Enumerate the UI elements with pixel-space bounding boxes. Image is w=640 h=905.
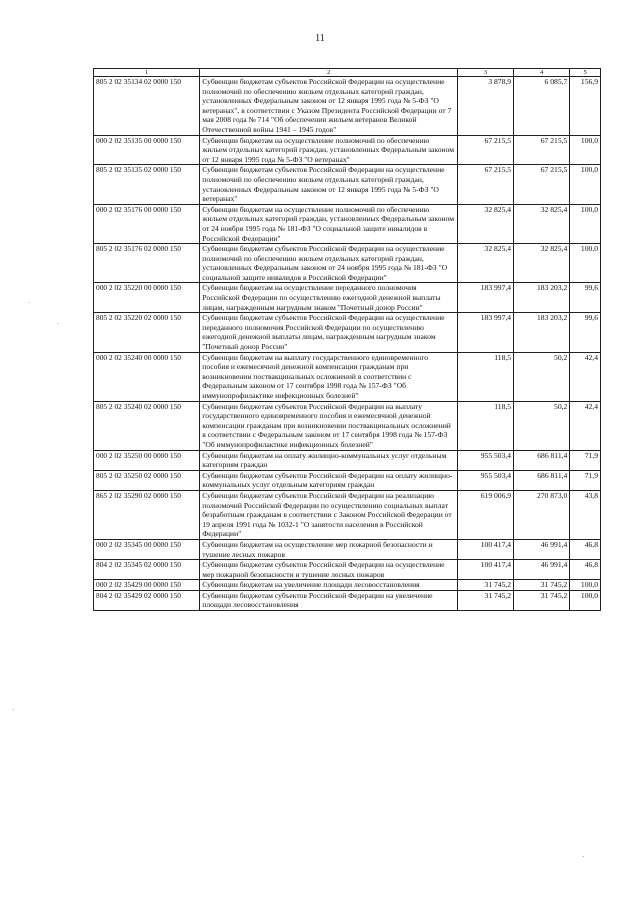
budget-code-cell: 805 2 02 35134 02 0000 150: [94, 77, 200, 136]
executed-amount-cell: 686 811,4: [514, 470, 570, 490]
description-cell: Субвенции бюджетам на осуществление полномочий по обеспечению жильем отдельных категорий граждан, установленных Федеральным законом от 24 ноября 1995 года № 181-ФЗ "О социальной защите инвалидов в Российской Федерации": [200, 204, 458, 243]
table-row: [94, 165, 601, 204]
description-cell: Субвенции бюджетам на оплату жилищно-коммунальных услуг отдельным категориям граждан: [200, 450, 458, 470]
table-row: [94, 450, 601, 470]
execution-percent-cell: 100,0: [570, 580, 601, 591]
budget-table: [93, 68, 601, 611]
planned-amount-cell: 955 503,4: [457, 470, 513, 490]
column-number-3: 3: [457, 69, 513, 77]
description-cell: Субвенции бюджетам субъектов Российской Федерации на выплату государственного единовременного пособия и ежемесячной денежной компенсации гражданам при возникновении поствакцинальных осложнений в соответствии с Федеральным законом от 17 сентября 1998 года № 157-ФЗ "Об иммунопрофилактике инфекционных болезней": [200, 401, 458, 450]
budget-code-cell: 804 2 02 35429 02 0000 150: [94, 590, 200, 610]
table-row: [94, 401, 601, 450]
planned-amount-cell: 32 825,4: [457, 244, 513, 283]
scan-speck: ·: [12, 706, 15, 714]
planned-amount-cell: 118,5: [457, 352, 513, 401]
executed-amount-cell: 32 825,4: [514, 244, 570, 283]
execution-percent-cell: 100,0: [570, 204, 601, 243]
budget-code-cell: 000 2 02 35135 00 0000 150: [94, 135, 200, 165]
table-row: [94, 580, 601, 591]
execution-percent-cell: 43,8: [570, 490, 601, 539]
column-number-4: 4: [514, 69, 570, 77]
execution-percent-cell: 42,4: [570, 401, 601, 450]
planned-amount-cell: 100 417,4: [457, 560, 513, 580]
executed-amount-cell: 270 873,0: [514, 490, 570, 539]
execution-percent-cell: 46,8: [570, 539, 601, 559]
executed-amount-cell: 46 991,4: [514, 539, 570, 559]
budget-code-cell: 000 2 02 35429 00 0000 150: [94, 580, 200, 591]
column-number-2: 2: [200, 69, 458, 77]
description-cell: Субвенции бюджетам на выплату государственного единовременного пособия и ежемесячной денежной компенсации гражданам при возникновении поствакцинальных осложнений в соответствии с Федеральным законом от 17 сентября 1998 года № 157-ФЗ "Об иммунопрофилактике инфекционных болезней": [200, 352, 458, 401]
table-row: [94, 560, 601, 580]
execution-percent-cell: 99,6: [570, 313, 601, 352]
execution-percent-cell: 71,9: [570, 470, 601, 490]
column-number-1: 1: [94, 69, 200, 77]
planned-amount-cell: 67 215,5: [457, 135, 513, 165]
scan-speck: ·: [582, 853, 585, 861]
scan-speck: ·: [28, 299, 31, 307]
budget-code-cell: 000 2 02 35176 00 0000 150: [94, 204, 200, 243]
budget-code-cell: 000 2 02 35220 00 0000 150: [94, 283, 200, 313]
description-cell: Субвенции бюджетам субъектов Российской Федерации на реализацию полномочий Российской Федерации по осуществлению социальных выплат безработным гражданам в соответствии с Законом Российской Федерации от 19 апреля 1991 года № 1032-1 "О занятости населения в Российской Федерации": [200, 490, 458, 539]
budget-code-cell: 804 2 02 35345 02 0000 150: [94, 560, 200, 580]
executed-amount-cell: 50,2: [514, 352, 570, 401]
planned-amount-cell: 183 997,4: [457, 313, 513, 352]
planned-amount-cell: 619 006,9: [457, 490, 513, 539]
table-row: [94, 244, 601, 283]
executed-amount-cell: 686 811,4: [514, 450, 570, 470]
description-cell: Субвенции бюджетам на увеличение площади лесовосстановления: [200, 580, 458, 591]
description-cell: Субвенции бюджетам на осуществление мер пожарной безопасности и тушение лесных пожаров: [200, 539, 458, 559]
executed-amount-cell: 32 825,4: [514, 204, 570, 243]
executed-amount-cell: 31 745,2: [514, 590, 570, 610]
planned-amount-cell: 955 503,4: [457, 450, 513, 470]
execution-percent-cell: 46,8: [570, 560, 601, 580]
description-cell: Субвенции бюджетам субъектов Российской Федерации на оплату жилищно-коммунальных услуг отдельным категориям граждан: [200, 470, 458, 490]
planned-amount-cell: 31 745,2: [457, 590, 513, 610]
budget-code-cell: 805 2 02 35220 02 0000 150: [94, 313, 200, 352]
planned-amount-cell: 67 215,5: [457, 165, 513, 204]
table-row: [94, 283, 601, 313]
column-number-5: 5: [570, 69, 601, 77]
execution-percent-cell: 100,0: [570, 244, 601, 283]
table-row: [94, 135, 601, 165]
executed-amount-cell: 6 085,7: [514, 77, 570, 136]
planned-amount-cell: 3 878,9: [457, 77, 513, 136]
table-row: [94, 352, 601, 401]
executed-amount-cell: 67 215,5: [514, 135, 570, 165]
execution-percent-cell: 99,6: [570, 283, 601, 313]
description-cell: Субвенции бюджетам субъектов Российской Федерации на осуществление полномочий по обеспечению жильем отдельных категорий граждан, установленных Федеральным законом от 24 ноября 1995 года № 181-ФЗ "О социальной защите инвалидов в Российской Федерации": [200, 244, 458, 283]
description-cell: Субвенции бюджетам субъектов Российской Федерации на увеличение площади лесовосстановления: [200, 590, 458, 610]
executed-amount-cell: 31 745,2: [514, 580, 570, 591]
budget-code-cell: 000 2 02 35240 00 0000 150: [94, 352, 200, 401]
budget-code-cell: 805 2 02 35250 02 0000 150: [94, 470, 200, 490]
description-cell: Субвенции бюджетам субъектов Российской Федерации на осуществление полномочий по обеспечению жильем отдельных категорий граждан, установленных Федеральным законом от 12 января 1995 года № 5-ФЗ "О ветеранах", в соответствии с Указом Президента Российской Федерации от 7 мая 2008 года № 714 "Об обеспечении жильем ветеранов Великой Отечественной войны 1941 – 1945 годов": [200, 77, 458, 136]
budget-code-cell: 805 2 02 35240 02 0000 150: [94, 401, 200, 450]
description-cell: Субвенции бюджетам субъектов Российской Федерации на осуществление переданного полномочия Российской Федерации по осуществлению ежегодной денежной выплаты лицам, награжденным нагрудным знаком "Почетный донор России": [200, 313, 458, 352]
table-row: [94, 590, 601, 610]
execution-percent-cell: 100,0: [570, 590, 601, 610]
planned-amount-cell: 31 745,2: [457, 580, 513, 591]
table-row: [94, 490, 601, 539]
planned-amount-cell: 32 825,4: [457, 204, 513, 243]
table-row: [94, 470, 601, 490]
budget-code-cell: 805 2 02 35135 02 0000 150: [94, 165, 200, 204]
description-cell: Субвенции бюджетам на осуществление полномочий по обеспечению жильем отдельных категорий граждан, установленных Федеральным законом от 12 января 1995 года № 5-ФЗ "О ветеранах": [200, 135, 458, 165]
execution-percent-cell: 156,9: [570, 77, 601, 136]
description-cell: Субвенции бюджетам субъектов Российской Федерации на осуществление полномочий по обеспечению жильем отдельных категорий граждан, установленных Федеральным законом от 12 января 1995 года № 5-ФЗ "О ветеранах": [200, 165, 458, 204]
execution-percent-cell: 71,9: [570, 450, 601, 470]
description-cell: Субвенции бюджетам на осуществление переданного полномочия Российской Федерации по осуществлению ежегодной денежной выплаты лицам, награжденным нагрудным знаком "Почетный донор России": [200, 283, 458, 313]
table-row: [94, 204, 601, 243]
scan-speck: ·: [57, 320, 60, 328]
budget-code-cell: 865 2 02 35290 02 0000 150: [94, 490, 200, 539]
budget-code-cell: 000 2 02 35250 00 0000 150: [94, 450, 200, 470]
header-row: [94, 69, 601, 77]
planned-amount-cell: 183 997,4: [457, 283, 513, 313]
executed-amount-cell: 183 203,2: [514, 283, 570, 313]
execution-percent-cell: 100,0: [570, 165, 601, 204]
description-cell: Субвенции бюджетам субъектов Российской Федерации на осуществление мер пожарной безопасности и тушение лесных пожаров: [200, 560, 458, 580]
page-number: 11: [315, 33, 325, 44]
execution-percent-cell: 100,0: [570, 135, 601, 165]
executed-amount-cell: 183 203,2: [514, 313, 570, 352]
planned-amount-cell: 100 417,4: [457, 539, 513, 559]
table-row: [94, 313, 601, 352]
budget-code-cell: 805 2 02 35176 02 0000 150: [94, 244, 200, 283]
table-row: [94, 77, 601, 136]
executed-amount-cell: 46 991,4: [514, 560, 570, 580]
planned-amount-cell: 118,5: [457, 401, 513, 450]
budget-code-cell: 000 2 02 35345 00 0000 150: [94, 539, 200, 559]
execution-percent-cell: 42,4: [570, 352, 601, 401]
executed-amount-cell: 50,2: [514, 401, 570, 450]
executed-amount-cell: 67 215,5: [514, 165, 570, 204]
table-row: [94, 539, 601, 559]
